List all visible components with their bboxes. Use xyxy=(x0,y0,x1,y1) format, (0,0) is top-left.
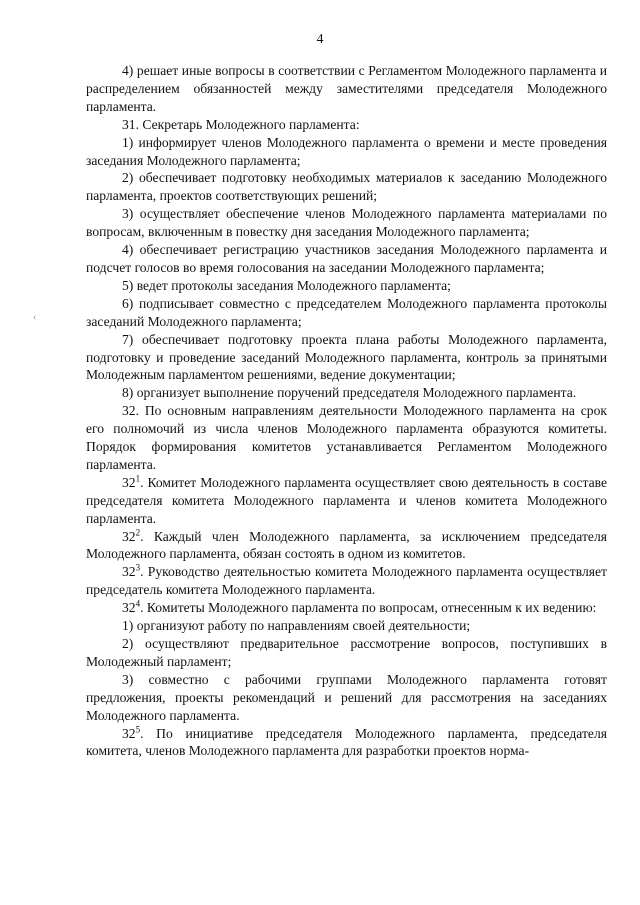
clause-superscript: 1 xyxy=(135,473,141,484)
paragraph xyxy=(86,474,607,528)
paragraph-text: 4) обеспечивает регистрацию участников заседания Молодежного парламента и подсчет голосов во время голосования на заседании Молодежного парламента; xyxy=(86,242,607,275)
paragraph-text: . Руководство деятельностью комитета Молодежного парламента осуществляет председатель комитета Молодежного парламента. xyxy=(86,564,607,598)
paragraph xyxy=(86,384,607,402)
clause-number: 32 xyxy=(122,528,136,544)
clause-number: 32 xyxy=(122,564,136,580)
page-number: 4 xyxy=(316,32,324,47)
paragraph-text: . По инициативе председателя Молодежного парламента, председателя комитета, членов Молодежного парламента для разработки проектов норма- xyxy=(86,725,607,759)
clause-superscript: 2 xyxy=(135,527,141,538)
paragraph-text: 8) организует выполнение поручений председателя Молодежного парламента. xyxy=(122,385,577,401)
paragraph-text: . Комитет Молодежного парламента осуществляет свою деятельность в составе председателя комитета Молодежного парламента и членов комитета Молодежного парламента. xyxy=(86,474,607,526)
paragraph-text: 3) осуществляет обеспечение членов Молодежного парламента материалами по вопросам, включенным в повестку дня заседания Молодежного парламента; xyxy=(86,206,607,240)
paragraph-text: 2) обеспечивает подготовку необходимых материалов к заседанию Молодежного парламента, проектов соответствующих решений; xyxy=(86,170,607,204)
paragraph xyxy=(86,563,607,599)
paragraph-text: 1) организуют работу по направлениям своей деятельности; xyxy=(122,618,471,634)
paragraph-text: 5) ведет протоколы заседания Молодежного парламента; xyxy=(122,277,451,293)
paragraph xyxy=(86,671,607,725)
margin-mark: ‹ xyxy=(33,312,37,323)
paragraph-text: . Комитеты Молодежного парламента по вопросам, отнесенным к их ведению: xyxy=(140,600,597,616)
paragraph-text: 31. Секретарь Молодежного парламента: xyxy=(122,116,360,132)
paragraph-text: 6) подписывает совместно с председателем Молодежного парламента протоколы заседаний Молодежного парламента; xyxy=(86,295,607,329)
paragraph-text: 2) осуществляют предварительное рассмотрение вопросов, поступивших в Молодежный парламент; xyxy=(86,636,607,669)
paragraph xyxy=(86,241,607,277)
paragraph xyxy=(86,528,607,564)
clause-superscript: 4 xyxy=(135,598,141,609)
paragraph-text: 1) информирует членов Молодежного парламента о времени и месте проведения заседания Молодежного парламента; xyxy=(86,134,607,168)
paragraph-text: 4) решает иные вопросы в соответствии с Регламентом Молодежного парламента и распределением обязанностей между заместителями председателя Молодежного парламента. xyxy=(86,63,607,114)
paragraph xyxy=(86,62,607,116)
paragraph-text: 3) совместно с рабочими группами Молодежного парламента готовят предложения, проекты рекомендаций и решений для рассмотрения на заседаниях Молодежного парламента. xyxy=(86,671,607,723)
paragraph xyxy=(86,402,607,474)
clause-superscript: 5 xyxy=(135,724,141,734)
paragraph xyxy=(86,205,607,241)
document-body xyxy=(86,62,607,760)
paragraph-text: . Каждый член Молодежного парламента, за исключением председателя Молодежного парламента, обязан состоять в одном из комитетов. xyxy=(86,528,607,562)
clause-number: 32 xyxy=(122,725,136,741)
paragraph xyxy=(86,617,607,635)
paragraph-text: 32. По основным направлениям деятельности Молодежного парламента на срок его полномочий из числа членов Молодежного парламента образуются комитеты. Порядок формирования комитетов устанавливается Регламентом Молодежного парламента. xyxy=(86,403,607,472)
paragraph xyxy=(86,277,607,295)
paragraph xyxy=(86,331,607,385)
paragraph xyxy=(86,169,607,205)
paragraph xyxy=(86,635,607,671)
paragraph xyxy=(86,116,607,134)
paragraph-text: 7) обеспечивает подготовку проекта плана работы Молодежного парламента, подготовку и проведение заседаний Молодежного парламента, контроль за принятыми Молодежным парламентом решениями, ведение документации; xyxy=(86,331,607,383)
clause-number: 32 xyxy=(122,474,136,490)
clause-number: 32 xyxy=(122,600,136,616)
paragraph xyxy=(86,725,607,761)
paragraph xyxy=(86,134,607,170)
paragraph xyxy=(86,295,607,331)
clause-superscript: 3 xyxy=(135,562,141,573)
paragraph xyxy=(86,599,607,617)
